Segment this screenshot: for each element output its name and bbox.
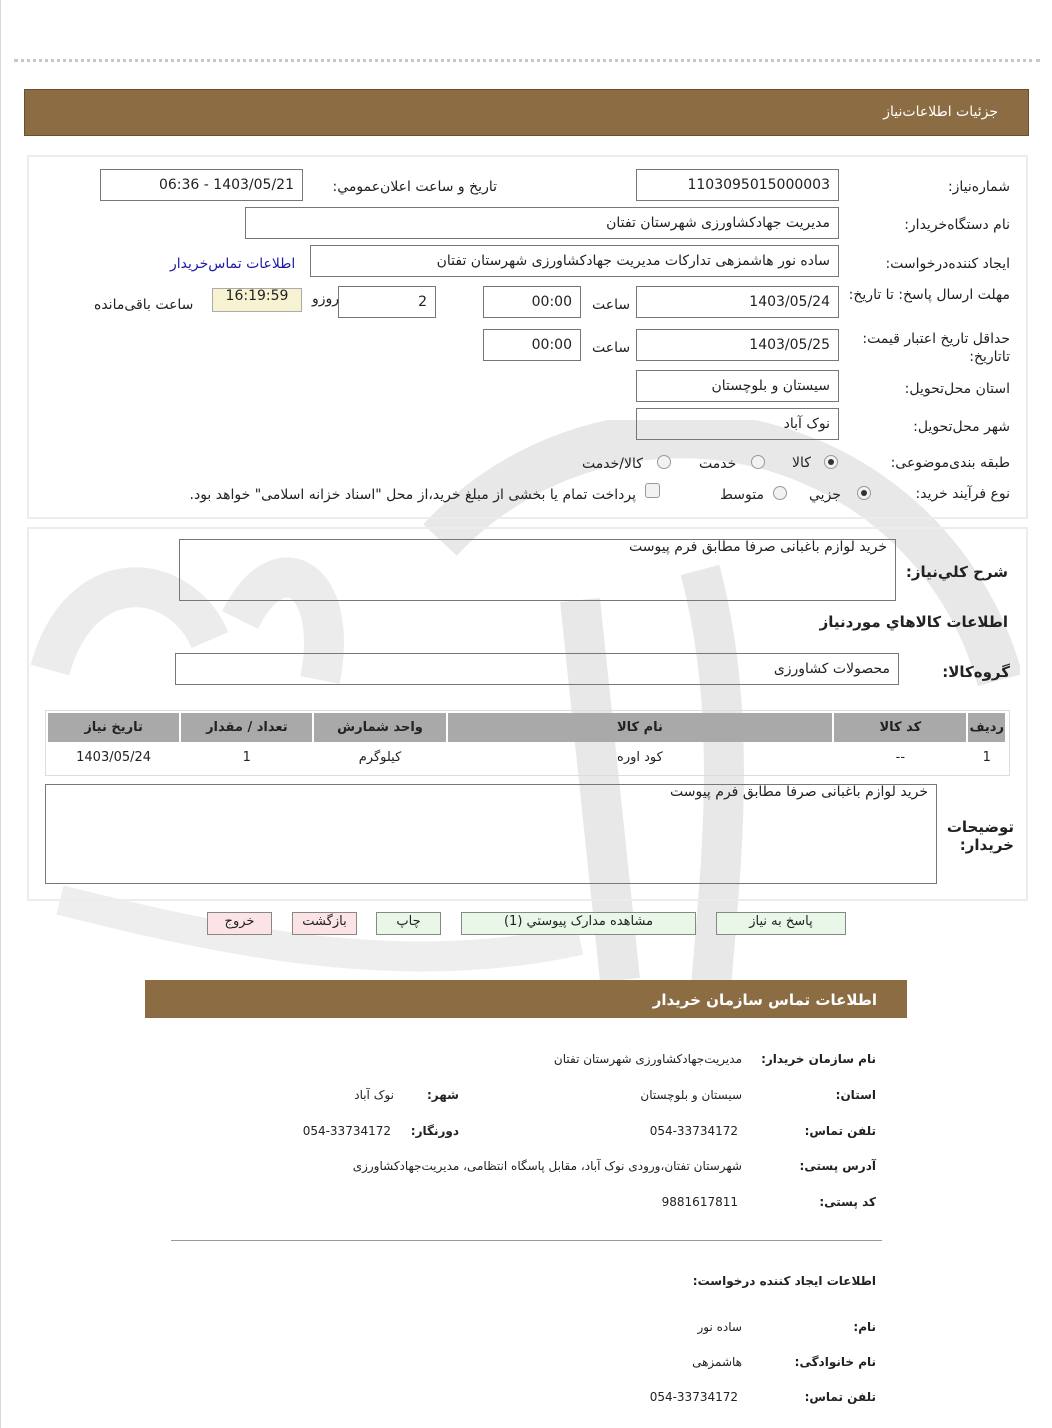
items-table: [46, 711, 1007, 772]
price-validity-time-label: ساعت: [592, 340, 631, 356]
print-button[interactable]: چاپ: [376, 912, 441, 935]
items-table-header: [48, 713, 1005, 742]
buyer-org-label: نام دستگاه‌خریدار:: [904, 217, 1010, 233]
buyer-org-field: مدیریت جهادکشاورزی شهرستان تفتان: [245, 207, 839, 239]
goods-info-title: اطلاعات کالاهاي موردنیاز: [819, 613, 1008, 631]
phone-label: تلفن تماس:: [804, 1124, 876, 1138]
back-button[interactable]: بازگشت: [292, 912, 357, 935]
buyer-notes-field: خرید لوازم باغبانی صرفا مطابق فرم پیوست: [45, 784, 937, 884]
need-number-field: 1103095015000003: [636, 169, 839, 201]
creator-family-label: نام خانوادگی:: [794, 1355, 876, 1369]
category-goods-service-radio[interactable]: [657, 455, 671, 469]
category-goods-label: کالا: [792, 455, 811, 471]
items-table-wrapper: [45, 710, 1010, 776]
buyer-contact-link[interactable]: اطلاعات تماس‌خریدار: [170, 256, 296, 272]
cell-quantity: 1: [242, 749, 251, 765]
cell-unit: کیلوگرم: [358, 749, 402, 765]
process-minor-radio[interactable]: [857, 486, 871, 500]
price-validity-date-field: 1403/05/25: [636, 329, 839, 361]
process-minor-label: جزیي: [809, 487, 841, 503]
category-goods-service-label: کالا/خدمت: [582, 456, 643, 472]
province-value: سیستان و بلوچستان: [640, 1088, 742, 1102]
process-medium-radio[interactable]: [773, 486, 787, 500]
description-field: خرید لوازم باغبانی صرفا مطابق فرم پیوست: [179, 539, 896, 601]
response-time-field: 00:00: [483, 286, 581, 318]
response-deadline-label: [840, 286, 1010, 304]
province-label: استان:: [835, 1088, 876, 1102]
org-name-value: مدیریت‌جهادکشاورزی شهرستان تفتان: [553, 1052, 742, 1066]
creator-title: اطلاعات ایجاد کننده درخواست:: [692, 1274, 876, 1288]
category-goods-radio[interactable]: [824, 455, 838, 469]
announce-datetime-label: تاریخ و ساعت اعلان‌عمومي:: [332, 179, 497, 195]
postal-code-value: 9881617811: [661, 1195, 738, 1209]
col-need-date: تاریخ نیاز: [48, 713, 179, 742]
creator-family-value: هاشمزهی: [692, 1355, 742, 1369]
response-deadline-label-text: مهلت ارسال پاسخ: تا تاریخ:: [848, 287, 1010, 303]
creator-phone-value: 054-33734172: [649, 1390, 738, 1404]
description-label: شرح کلي‌نیاز:: [905, 563, 1008, 581]
org-name-label: نام سازمان خریدار:: [761, 1052, 876, 1066]
col-unit: واحد شمارش: [314, 713, 445, 742]
price-validity-label-text: حداقل تاریخ اعتبار قیمت: تاتاریخ:: [862, 331, 1010, 365]
fax-label: دورنگار:: [410, 1124, 459, 1138]
remaining-time-label: ساعت باقی‌مانده: [94, 297, 194, 313]
requester-label: ایجاد کننده‌درخواست:: [885, 256, 1010, 272]
page-left-border: [0, 0, 1, 1428]
requester-field: ساده نور هاشمزهی تدارکات مدیریت جهادکشاورزی شهرستان تفتان: [310, 245, 839, 277]
buyer-notes-label: [942, 818, 1014, 854]
postal-code-label: کد پستی:: [819, 1195, 876, 1209]
col-goods-code: کد کالا: [834, 713, 966, 742]
treasury-docs-checkbox[interactable]: [645, 483, 660, 498]
address-label: آدرس پستی:: [799, 1159, 876, 1173]
goods-group-label: گروه‌کالا:: [942, 663, 1010, 681]
category-label: طبقه بندی‌موضوعی:: [890, 455, 1010, 471]
response-time-label: ساعت: [592, 297, 631, 313]
response-date-field: 1403/05/24: [636, 286, 839, 318]
goods-group-field: محصولات کشاورزی: [175, 653, 899, 685]
city-label: شهر:: [427, 1088, 459, 1102]
creator-name-value: ساده نور: [697, 1320, 742, 1334]
table-row: [48, 744, 1005, 770]
exit-button[interactable]: خروج: [207, 912, 272, 935]
creator-phone-label: تلفن تماس:: [804, 1390, 876, 1404]
city-value: نوک آباد: [354, 1088, 394, 1102]
delivery-city-field: نوک آباد: [636, 408, 839, 440]
price-validity-label: [840, 330, 1010, 366]
cell-row-number: 1: [982, 749, 991, 765]
cell-need-date: 1403/05/24: [76, 749, 152, 765]
remaining-time-field: 16:19:59: [212, 288, 302, 312]
delivery-province-label: استان محل‌تحویل:: [904, 381, 1010, 397]
days-label: روزو: [312, 291, 340, 307]
col-row-number: ردیف: [968, 713, 1005, 742]
delivery-city-label: شهر محل‌تحویل:: [913, 419, 1010, 435]
announce-datetime-field: 1403/05/21 - 06:36: [100, 169, 303, 201]
price-validity-time-field: 00:00: [483, 329, 581, 361]
phone-value: 054-33734172: [649, 1124, 738, 1138]
view-attachments-button[interactable]: مشاهده مدارک پیوستي (1): [461, 912, 696, 935]
fax-value: 054-33734172: [302, 1124, 391, 1138]
cell-goods-code: --: [895, 749, 906, 765]
process-medium-label: متوسط: [720, 487, 764, 503]
category-service-label: خدمت: [699, 456, 737, 472]
process-type-label: نوع فرآیند خرید:: [915, 486, 1010, 502]
contact-divider: [171, 1240, 882, 1241]
dotted-separator: [14, 59, 1040, 62]
details-header-title: جزئیات اطلاعات‌نیاز: [883, 104, 998, 120]
remaining-days-field: 2: [338, 286, 436, 318]
creator-name-label: نام:: [853, 1320, 876, 1334]
buyer-contact-title: اطلاعات تماس سازمان خریدار: [652, 991, 877, 1009]
buyer-notes-label-text: توضیحات خریدار:: [946, 818, 1014, 854]
category-service-radio[interactable]: [751, 455, 765, 469]
col-quantity: تعداد / مقدار: [181, 713, 312, 742]
buyer-contact-header: [145, 980, 907, 1018]
details-header: [24, 89, 1029, 136]
delivery-province-field: سیستان و بلوچستان: [636, 370, 839, 402]
reply-button[interactable]: پاسخ به نیاز: [716, 912, 846, 935]
cell-goods-name: کود اوره: [617, 749, 663, 765]
address-value: شهرستان تفتان،ورودی نوک آباد، مقابل پاسگاه انتظامی، مدیریت‌جهادکشاورزی: [352, 1159, 742, 1173]
need-number-label: شماره‌نیاز:: [947, 179, 1010, 195]
treasury-docs-label: پرداخت تمام یا بخشی از مبلغ خرید،از محل "اسناد خزانه اسلامی" خواهد بود.: [189, 487, 636, 503]
col-goods-name: نام کالا: [448, 713, 833, 742]
